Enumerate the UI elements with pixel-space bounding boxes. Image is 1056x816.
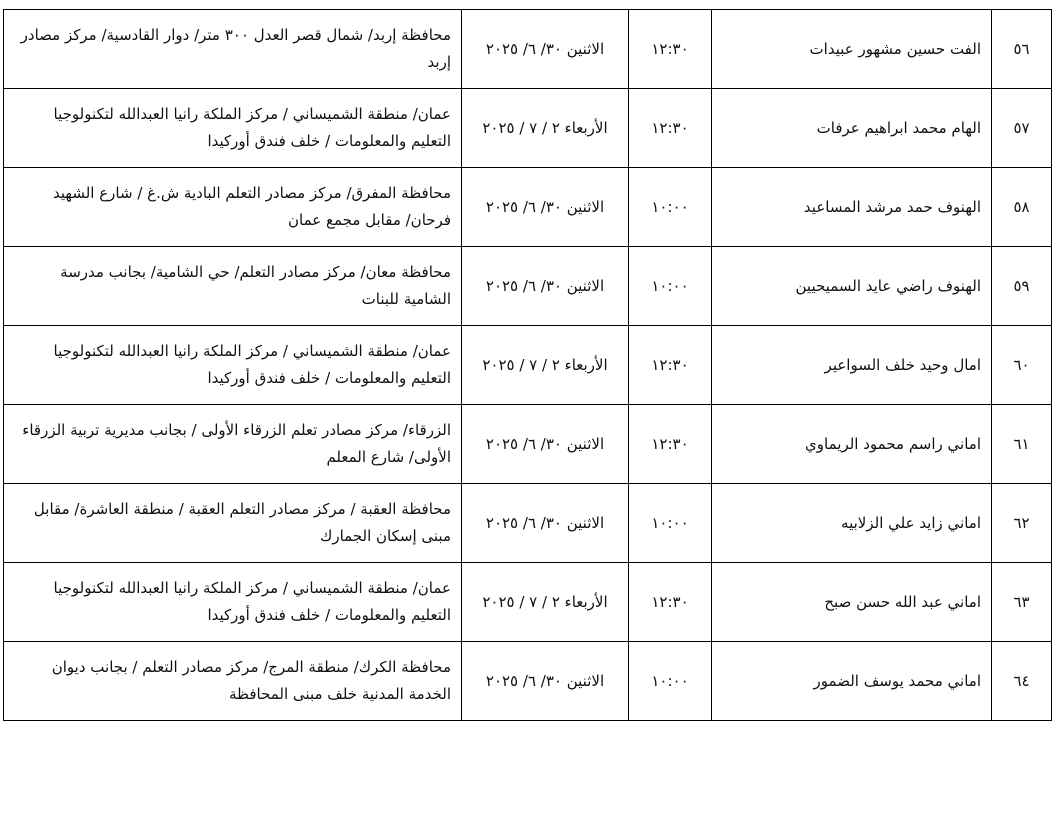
exam-date: الاثنين ٣٠/ ٦/ ٢٠٢٥ xyxy=(462,168,629,247)
candidate-name: اماني عبد الله حسن صبح xyxy=(712,563,992,642)
exam-location: الزرقاء/ مركز مصادر تعلم الزرقاء الأولى / بجانب مديرية تربية الزرقاء الأولى/ شارع المعلم xyxy=(4,405,462,484)
exam-location: محافظة الكرك/ منطقة المرج/ مركز مصادر التعلم / بجانب ديوان الخدمة المدنية خلف مبنى المحافظة xyxy=(4,642,462,721)
exam-time: ١٠:٠٠ xyxy=(629,642,712,721)
exam-location: محافظة العقبة / مركز مصادر التعلم العقبة / منطقة العاشرة/ مقابل مبنى إسكان الجمارك xyxy=(4,484,462,563)
exam-date: الأربعاء ٢ / ٧ / ٢٠٢٥ xyxy=(462,89,629,168)
candidate-name: الهنوف حمد مرشد المساعيد xyxy=(712,168,992,247)
candidate-name: اماني زايد علي الزلابيه xyxy=(712,484,992,563)
exam-date: الاثنين ٣٠/ ٦/ ٢٠٢٥ xyxy=(462,247,629,326)
candidate-name: الهام محمد ابراهيم عرفات xyxy=(712,89,992,168)
exam-time: ١٢:٣٠ xyxy=(629,10,712,89)
exam-time: ١٢:٣٠ xyxy=(629,405,712,484)
exam-time: ١٢:٣٠ xyxy=(629,563,712,642)
row-number: ٥٦ xyxy=(992,10,1052,89)
table-row xyxy=(4,642,1052,721)
exam-date: الاثنين ٣٠/ ٦/ ٢٠٢٥ xyxy=(462,484,629,563)
table-row xyxy=(4,10,1052,89)
exam-location: عمان/ منطقة الشميساني / مركز الملكة رانيا العبدالله لتكنولوجيا التعليم والمعلومات / خلف فندق أوركيدا xyxy=(4,89,462,168)
table-row xyxy=(4,484,1052,563)
table-row xyxy=(4,247,1052,326)
exam-date: الاثنين ٣٠/ ٦/ ٢٠٢٥ xyxy=(462,10,629,89)
exam-date: الأربعاء ٢ / ٧ / ٢٠٢٥ xyxy=(462,563,629,642)
exam-time: ١٠:٠٠ xyxy=(629,484,712,563)
schedule-table xyxy=(3,9,1052,721)
exam-location: محافظة معان/ مركز مصادر التعلم/ حي الشامية/ بجانب مدرسة الشامية للبنات xyxy=(4,247,462,326)
exam-location: محافظة المفرق/ مركز مصادر التعلم البادية ش.غ / شارع الشهيد فرحان/ مقابل مجمع عمان xyxy=(4,168,462,247)
exam-date: الاثنين ٣٠/ ٦/ ٢٠٢٥ xyxy=(462,405,629,484)
row-number: ٦٠ xyxy=(992,326,1052,405)
row-number: ٦٢ xyxy=(992,484,1052,563)
row-number: ٦٣ xyxy=(992,563,1052,642)
candidate-name: الفت حسين مشهور عبيدات xyxy=(712,10,992,89)
row-number: ٦١ xyxy=(992,405,1052,484)
row-number: ٥٩ xyxy=(992,247,1052,326)
table-row xyxy=(4,563,1052,642)
table-row xyxy=(4,168,1052,247)
table-row xyxy=(4,89,1052,168)
candidate-name: امال وحيد خلف السواعير xyxy=(712,326,992,405)
exam-time: ١٠:٠٠ xyxy=(629,247,712,326)
table-row xyxy=(4,326,1052,405)
row-number: ٥٨ xyxy=(992,168,1052,247)
exam-date: الاثنين ٣٠/ ٦/ ٢٠٢٥ xyxy=(462,642,629,721)
exam-location: عمان/ منطقة الشميساني / مركز الملكة رانيا العبدالله لتكنولوجيا التعليم والمعلومات / خلف فندق أوركيدا xyxy=(4,563,462,642)
row-number: ٥٧ xyxy=(992,89,1052,168)
exam-time: ١٢:٣٠ xyxy=(629,326,712,405)
candidate-name: اماني راسم محمود الريماوي xyxy=(712,405,992,484)
row-number: ٦٤ xyxy=(992,642,1052,721)
exam-location: محافظة إربد/ شمال قصر العدل ٣٠٠ متر/ دوار القادسية/ مركز مصادر إربد xyxy=(4,10,462,89)
candidate-name: اماني محمد يوسف الضمور xyxy=(712,642,992,721)
exam-location: عمان/ منطقة الشميساني / مركز الملكة رانيا العبدالله لتكنولوجيا التعليم والمعلومات / خلف فندق أوركيدا xyxy=(4,326,462,405)
table-row xyxy=(4,405,1052,484)
exam-time: ١٢:٣٠ xyxy=(629,89,712,168)
exam-date: الأربعاء ٢ / ٧ / ٢٠٢٥ xyxy=(462,326,629,405)
candidate-name: الهنوف راضي عايد السميحيين xyxy=(712,247,992,326)
exam-time: ١٠:٠٠ xyxy=(629,168,712,247)
